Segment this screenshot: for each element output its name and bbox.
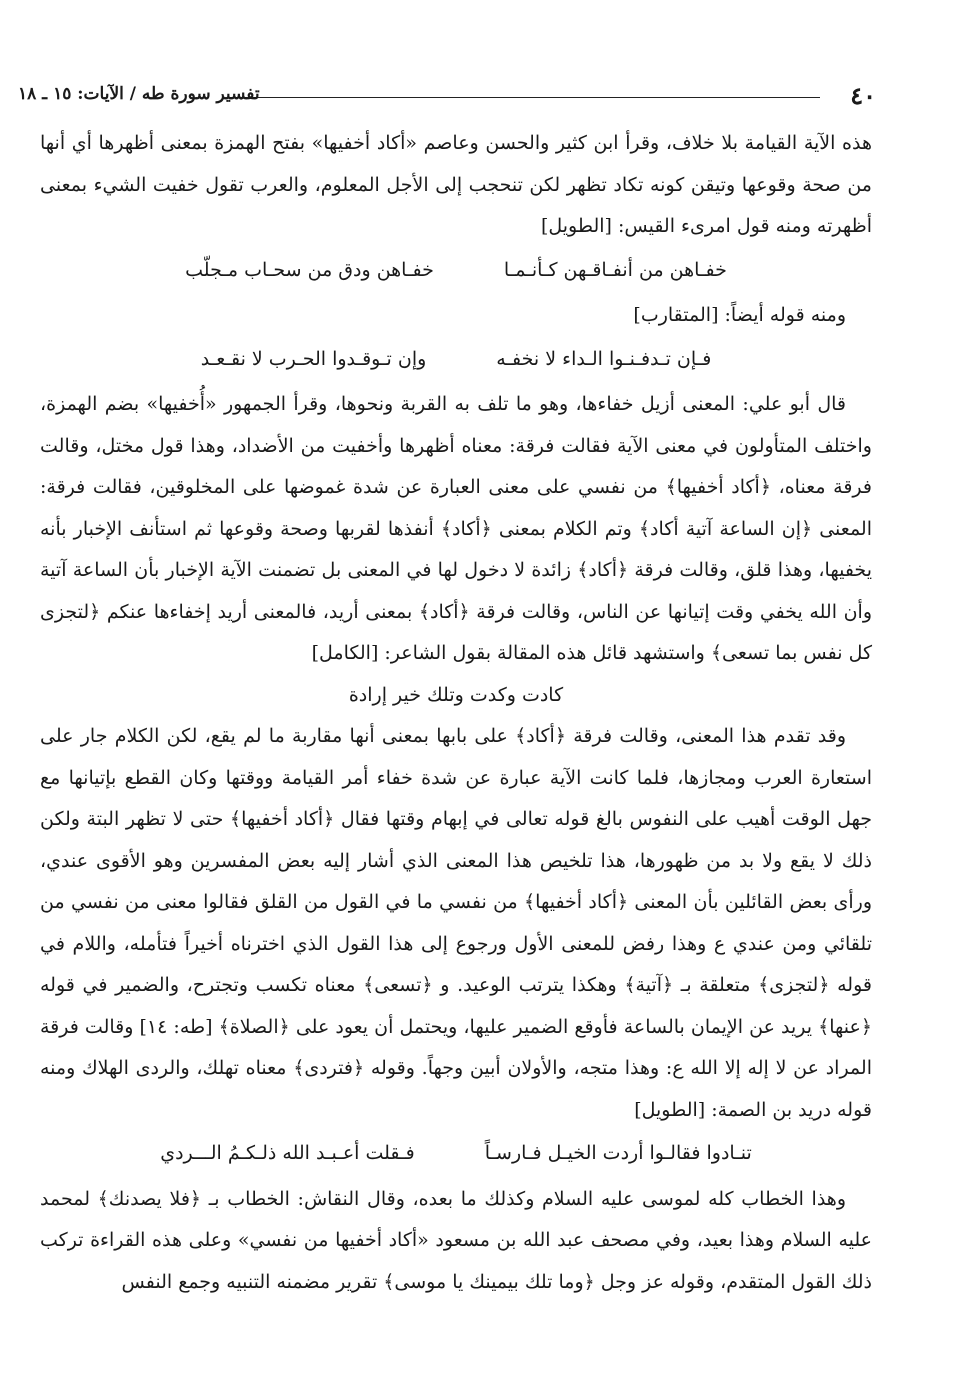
- poem-verse-3: كادت وكدت وتلك خير إرادة: [348, 683, 564, 706]
- poem-verse-4: [40, 1133, 872, 1175]
- verse-4-first-hemistich: تنـادوا فقالـوا أردت الخيـل فـارسـاً: [484, 1142, 752, 1164]
- page-number: ٤٠: [850, 81, 876, 110]
- main-text: [40, 123, 872, 1303]
- header-rule: [228, 97, 820, 98]
- running-header: [18, 82, 876, 112]
- paragraph-5: وهذا الخطاب كله لموسى عليه السلام وكذلك ما بعده، وقال النقاش: الخطاب بـ ﴿فلا يصدنك﴾ لمحمد عليه السلام وهذا بعيد، وفي مصحف عبد الله بن مسعود «أكاد أخفيها من نفسي» وعلى هذه القراءة تركب ذلك القول المتقدم، وقوله عز وجل ﴿وما تلك بيمينك يا موسى﴾ تقرير مضمنه التنبيه وجمع النفس: [40, 1187, 872, 1293]
- poem-verse-1: [40, 250, 872, 292]
- verse-1-second-hemistich: خفـاهن ودق من سحـاب مـجلّب: [185, 258, 434, 281]
- verse-1-first-hemistich: خفـاهن من أنفـاقـهن كـأنـمـا: [503, 258, 727, 281]
- paragraph-3: قال أبو علي: المعنى أزيل خفاءها، وهو ما تلف به القربة ونحوها، وقرأ الجمهور «أُخفيها» بضم الهمزة، واختلف المتأولون في معنى الآية فقالت فرقة: معناه أظهرها وأخفيت من الأضداد، وهذا قول مختل، وقالت فرقة معناه، ﴿أكاد أخفيها﴾ من نفسي على معنى العبارة عن شدة غموضها على المخلوقين، فقالت فرقة: المعنى ﴿إن الساعة آتية أكاد﴾ وتم الكلام بمعنى ﴿أكاد﴾ أنفذها لقربها وصحة وقوعها ثم استأنف الإخبار بأنه يخفيها، وهذا قلق، وقالت فرقة ﴿أكاد﴾ زائدة لا دخول لها في المعنى بل تضمنت الآية الإخبار بأن الساعة آتية وأن الله يخفي وقت إتيانها عن الناس، وقالت فرقة ﴿أكاد﴾ بمعنى أريد، فالمعنى أريد إخفاءها عنكم ﴿لتجزى كل نفس بما تسعى﴾ واستشهد قائل هذه المقالة بقول الشاعر: [الكامل]: [40, 393, 872, 664]
- paragraph-1: هذه الآية القيامة بلا خلاف، وقرأ ابن كثير والحسن وعاصم «أكاد أخفيها» بفتح الهمزة بمعنى أظهرها أي أنها من صحة وقوعها وتيقن كونه تكاد تظهر لكن تنحجب إلى الأجل المعلوم، والعرب تقول خفيت الشيء بمعنى أظهرته ومنه قول امرىء القيس: [الطويل]: [40, 132, 872, 237]
- verse-2-first-hemistich: فـإن تـدفـنـوا الـداء لا نخفـه: [496, 347, 712, 370]
- poem-verse-2: [40, 339, 872, 381]
- verse-2-second-hemistich: وإن تـوقـدوا الحـرب لا نقـعـد: [200, 347, 427, 370]
- header-title: تفسير سورة طه / الآيات: ١٥ ـ ١٨: [18, 84, 260, 104]
- paragraph-4: وقد تقدم هذا المعنى، وقالت فرقة ﴿أكاد﴾ على بابها بمعنى أنها مقاربة ما لم يقع، لكن الكلام جار على استعارة العرب ومجازها، فلما كانت الآية عبارة عن شدة خفاء أمر القيامة ووقتها وكان القطع بإتيانها مع جهل الوقت أهيب على النفوس بالغ قوله تعالى في إبهام وقتها فقال ﴿أكاد أخفيها﴾ حتى لا تظهر البتة ولكن ذلك لا يقع ولا بد من ظهورها، هذا تلخيص هذا المعنى الذي أشار إليه بعض المفسرين وهو الأقوى عندي، ورأى بعض القائلين بأن المعنى ﴿أكاد أخفيها﴾ من نفسي ما في القول من القلق فقالوا معنى من نفسي من تلقائي ومن عندي ع وهذا رفض للمعنى الأول ورجوع إلى هذا القول الذي اخترناه أخيراً فتأمله، واللام في قوله ﴿لتجزى﴾ متعلقة بـ ﴿آتية﴾ وهكذا يترتب الوعيد. و ﴿تسعى﴾ معناه تكسب وتجترح، والضمير في قوله ﴿عنها﴾ يريد عن الإيمان بالساعة فأوقع الضمير عليها، ويحتمل أن يعود على ﴿الصلاة﴾ [طه: ١٤] وقالت فرقة المراد عن لا إله إلا الله ع: وهذا متجه، والأولان أبين وجهاً. وقوله ﴿فتردى﴾ معناه تهلك، والردى الهلاك ومنه قوله دريد بن الصمة: [الطويل]: [40, 725, 872, 1121]
- verse-4-second-hemistich: فـقلت أعـبـد الله ذلـكـمُ الـــردي: [160, 1142, 415, 1164]
- paragraph-2: ومنه قوله أيضاً: [المتقارب]: [633, 304, 846, 326]
